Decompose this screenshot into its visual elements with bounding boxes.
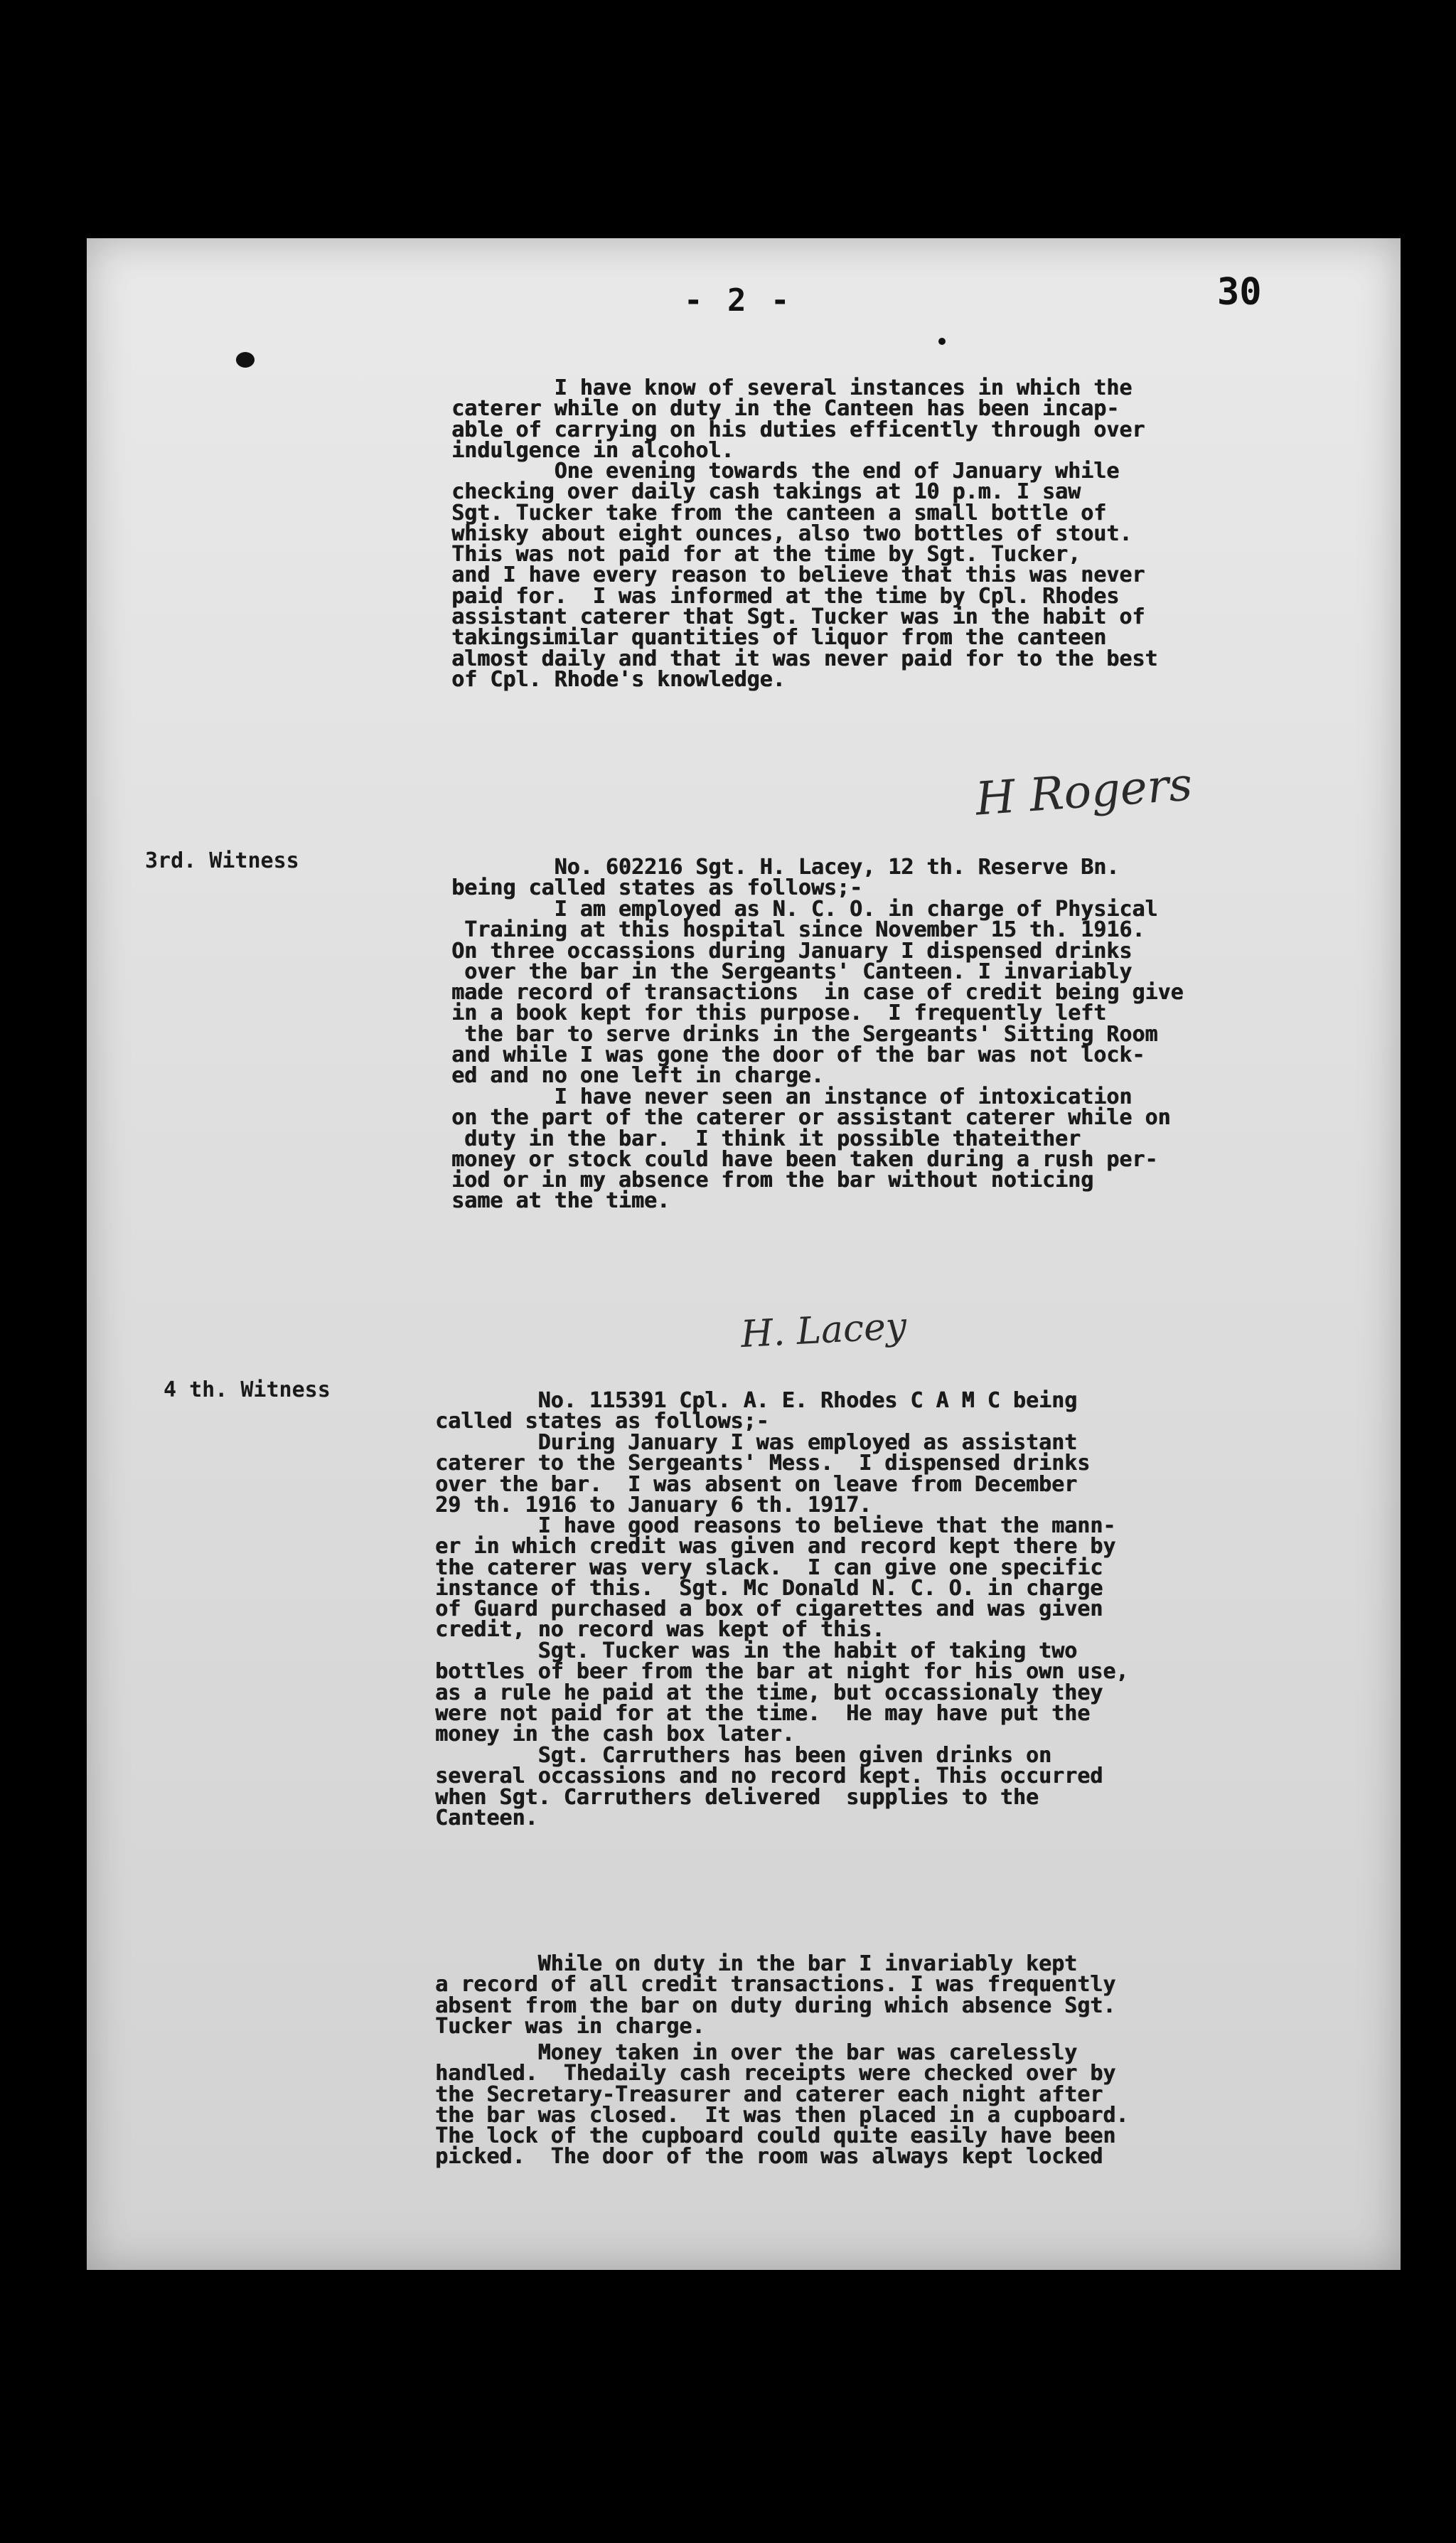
- signature-h-rogers: H Rogers: [973, 758, 1194, 826]
- ink-dot: [938, 338, 946, 345]
- witness-3-intro: No. 602216 Sgt. H. Lacey, 12 th. Reserve Bn. being called states as follows;-: [451, 855, 1120, 901]
- witness-4-paragraph-1: During January I was employed as assistant caterer to the Sergeants' Mess. I dispensed drinks over the bar. I was absent on leave from December 29 th. 1916 to January 6 th. 1917.: [435, 1430, 1091, 1518]
- witness-4-label: 4 th. Witness: [164, 1377, 331, 1402]
- witness-4-intro: No. 115391 Cpl. A. E. Rhodes C A M C being called states as follows;-: [435, 1388, 1078, 1434]
- witness-3-paragraph-2: I have never seen an instance of intoxication on the part of the caterer or assistant caterer while on duty in the bar. I think it possible thateither money or stock could have been taken during a rush per- iod or in my absence from the bar without noticing same at the time.: [451, 1084, 1171, 1214]
- page-number: - 2 -: [684, 282, 793, 319]
- witness-4-paragraph-5: While on duty in the bar I invariably kept a record of all credit transactions. I was frequently absent from the bar on duty during which absence Sgt. Tucker was in charge.: [435, 1951, 1116, 2039]
- document-page: [87, 238, 1401, 2270]
- ink-blot: [236, 352, 255, 368]
- testimony-paragraph-2: One evening towards the end of January while checking over daily cash takings at 10 p.m. I saw Sgt. Tucker take from the canteen a small bottle of whisky about eight ounces, also two bottles of stout. This was not paid for at the time by Sgt. Tucker, and I have every reason to believe that this was never paid for. I was informed at the time by Cpl. Rhodes assistant caterer that Sgt. Tucker was in the habit of takingsimilar quantities of liquor from the canteen almost daily and that it was never paid for to the best of Cpl. Rhode's knowledge.: [451, 459, 1158, 692]
- testimony-paragraph-1: I have know of several instances in which the caterer while on duty in the Canteen has been incap- able of carrying on his duties efficently through over indulgence in alcohol.: [451, 375, 1145, 463]
- signature-h-lacey: H. Lacey: [739, 1304, 908, 1357]
- witness-4-paragraph-6: Money taken in over the bar was carelessly handled. Thedaily cash receipts were checked over by the Secretary-Treasurer and caterer each night after the bar was closed. It was then placed in a cupboard. The lock of the cupboard could quite easily have been picked. The door of the room was always kept locked: [435, 2040, 1129, 2170]
- witness-4-paragraph-3: Sgt. Tucker was in the habit of taking two bottles of beer from the bar at night for his own use, as a rule he paid at the time, but occassionaly they were not paid for at the time. He may have put the money in the cash box later.: [435, 1638, 1129, 1747]
- witness-3-label: 3rd. Witness: [145, 848, 299, 873]
- witness-4-paragraph-2: I have good reasons to believe that the mann- er in which credit was given and record kept there by the caterer was very slack. I can give one specific instance of this. Sgt. Mc Donald N. C. O. in charge of Guard purchased a box of cigarettes and was given credit, no record was kept of this.: [435, 1513, 1116, 1643]
- corner-number: 30: [1217, 271, 1262, 314]
- witness-3-paragraph-1: I am employed as N. C. O. in charge of Physical Training at this hospital since November 15 th. 1916. On three occassions during January I dispensed drinks over the bar in the Sergeants' Canteen. I invariably made record of transactions in case of credit being give in a book kept for this purpose. I frequently left the bar to serve drinks in the Sergeants' Sitting Room and while I was gone the door of the bar was not lock- ed and no one left in charge.: [451, 897, 1184, 1089]
- witness-4-paragraph-4: Sgt. Carruthers has been given drinks on several occassions and no record kept. This occurred when Sgt. Carruthers delivered supplies to the Canteen.: [435, 1743, 1103, 1830]
